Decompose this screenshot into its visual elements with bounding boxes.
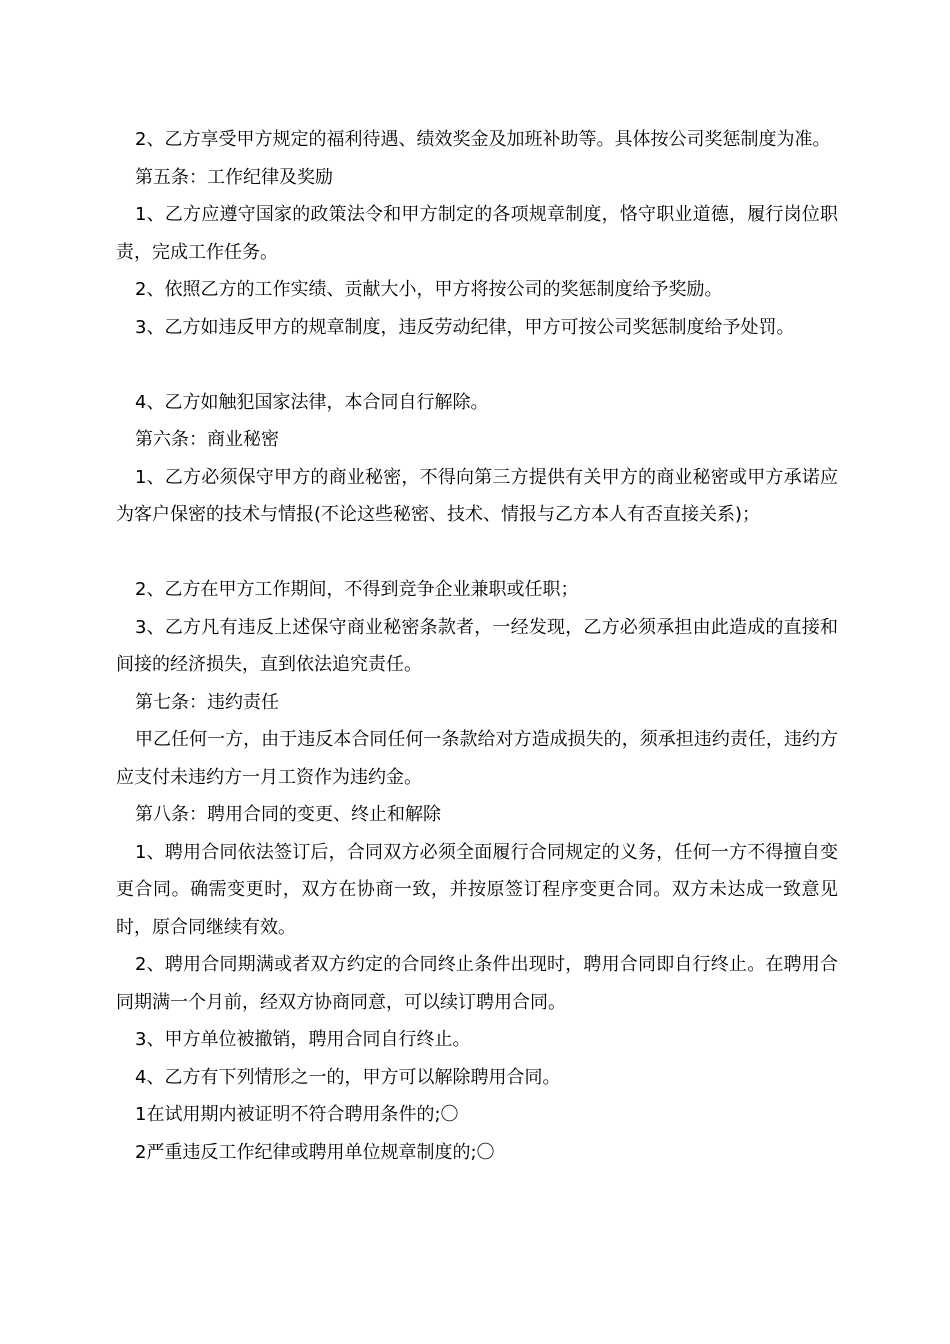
paragraph-article8-item4: 4、乙方有下列情形之一的，甲方可以解除聘用合同。 [135, 1066, 561, 1088]
heading-article8: 第八条：聘用合同的变更、终止和解除 [135, 804, 441, 825]
paragraph-article5-item1: 1、乙方应遵守国家的政策法令和甲方制定的各项规章制度，恪守职业道德，履行岗位职责，完成工作任务。 [116, 204, 838, 263]
list-item-discipline: 2严重违反工作纪律或聘用单位规章制度的;〇 [135, 1141, 495, 1163]
paragraph-article5-item4: 4、乙方如触犯国家法律，本合同自行解除。 [135, 391, 489, 413]
paragraph-article5-item2: 2、依照乙方的工作实绩、贡献大小，甲方将按公司的奖惩制度给予奖励。 [135, 279, 723, 300]
paragraph-article6-item3: 3、乙方凡有违反上述保守商业秘密条款者，一经发现，乙方必须承担由此造成的直接和间接的经济损失，直到依法追究责任。 [116, 616, 838, 675]
paragraph-article8-item2: 2、聘用合同期满或者双方约定的合同终止条件出现时，聘用合同即自行终止。在聘用合同期满一个月前，经双方协商同意，可以续订聘用合同。 [116, 954, 838, 1013]
paragraph-article6-item2: 2、乙方在甲方工作期间，不得到竞争企业兼职或任职； [135, 579, 579, 600]
paragraph-article8-item3: 3、甲方单位被撤销，聘用合同自行终止。 [135, 1029, 471, 1050]
document-body [116, 121, 838, 1171]
paragraph-article8-item1: 1、聘用合同依法签订后，合同双方必须全面履行合同规定的义务，任何一方不得擅自变更合同。确需变更时，双方在协商一致，并按原签订程序变更合同。双方未达成一致意见时，原合同继续有效。 [116, 841, 838, 938]
heading-article5: 第五条：工作纪律及奖励 [135, 166, 333, 188]
list-item-probation: 1在试用期内被证明不符合聘用条件的;〇 [135, 1104, 459, 1125]
heading-article6: 第六条：商业秘密 [135, 429, 279, 450]
paragraph-article5-item3: 3、乙方如违反甲方的规章制度，违反劳动纪律，甲方可按公司奖惩制度给予处罚。 [135, 316, 795, 338]
paragraph-article6-item1: 1、乙方必须保守甲方的商业秘密，不得向第三方提供有关甲方的商业秘密或甲方承诺应为客户保密的技术与情报(不论这些秘密、技术、情报与乙方本人有否直接关系)； [116, 466, 838, 525]
heading-article7: 第七条：违约责任 [135, 691, 279, 713]
paragraph-article4-item2: 2、乙方享受甲方规定的福利待遇、绩效奖金及加班补助等。具体按公司奖惩制度为准。 [135, 129, 831, 150]
paragraph-article7-body: 甲乙任何一方，由于违反本合同任何一条款给对方造成损失的，须承担违约责任，违约方应支付未违约方一月工资作为违约金。 [116, 729, 838, 788]
